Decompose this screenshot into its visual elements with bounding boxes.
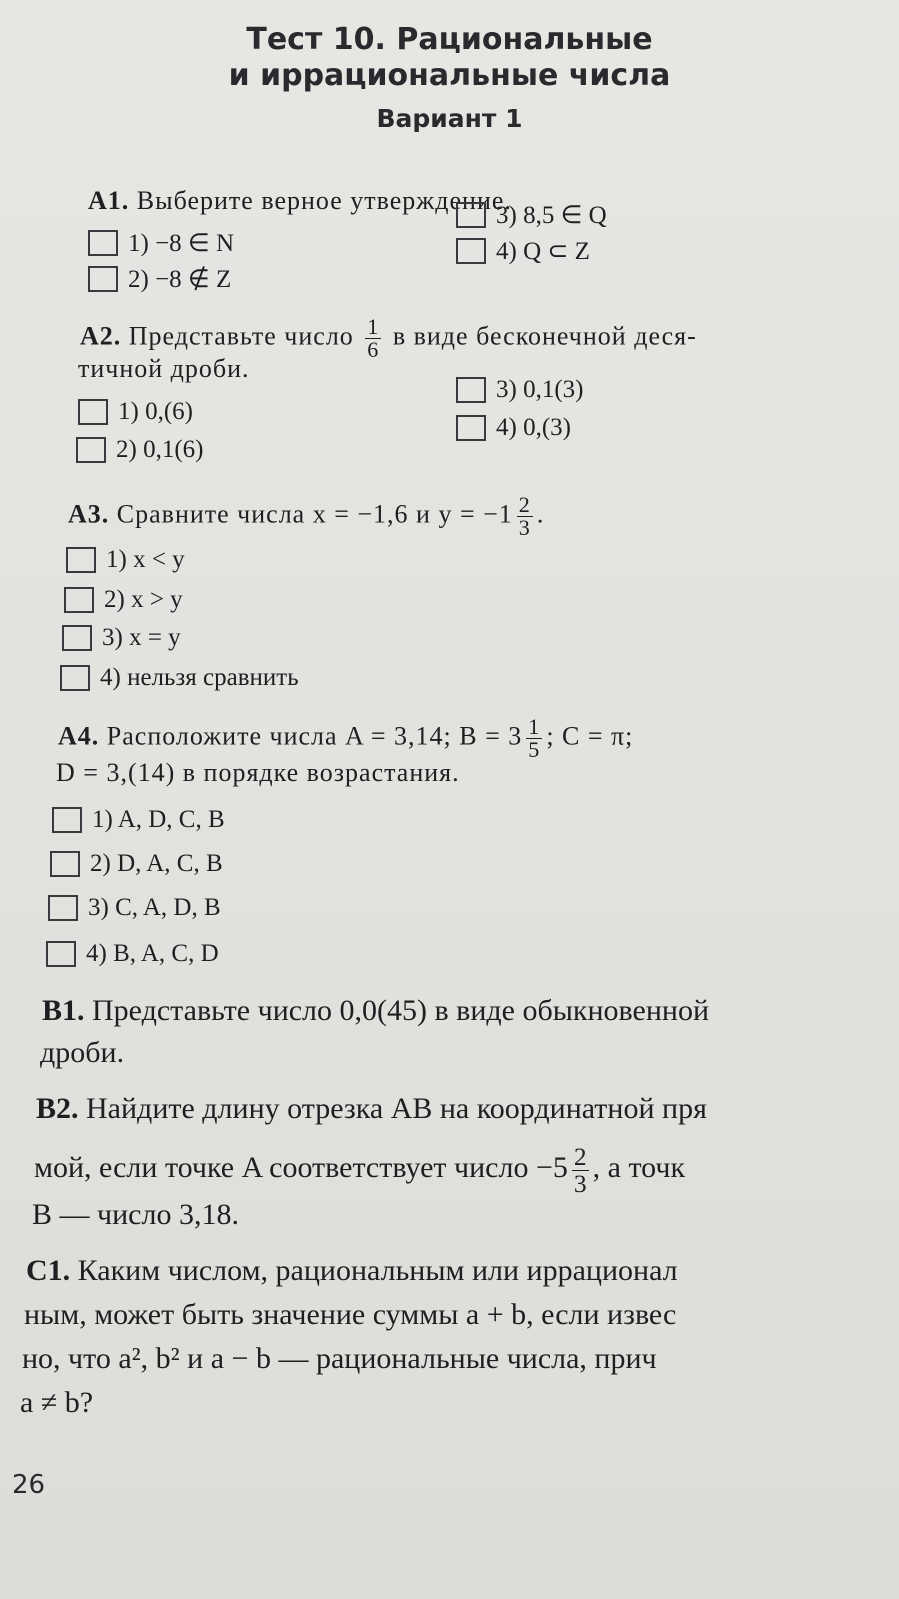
- question-a1: [88, 186, 512, 216]
- answer-option-text: 2) 0,1(6): [116, 436, 204, 463]
- question-b1-line2: дроби.: [40, 1036, 125, 1069]
- question-a3: [68, 494, 544, 539]
- answer-option-text: 3) 0,1(3): [496, 376, 584, 403]
- question-c1-line4: a ≠ b?: [20, 1386, 94, 1419]
- fraction-denominator: 3: [573, 1168, 587, 1198]
- answer-option[interactable]: [456, 236, 590, 266]
- answer-option[interactable]: [78, 398, 193, 426]
- page-number: 26: [12, 1470, 46, 1500]
- question-text: .: [536, 499, 545, 529]
- answer-option[interactable]: [76, 436, 203, 464]
- answer-option[interactable]: [48, 894, 221, 922]
- question-b2: [36, 1092, 707, 1126]
- fraction: [526, 716, 542, 761]
- answer-option-text: 1) A, D, C, B: [92, 806, 225, 833]
- answer-option-text: 2) D, A, C, B: [90, 850, 223, 877]
- fraction-numerator: 1: [367, 314, 380, 339]
- question-b2-line2: [34, 1144, 685, 1196]
- test-title-line1: Тест 10. Рациональные: [246, 22, 653, 57]
- question-label: А1.: [88, 186, 130, 215]
- fraction: [572, 1144, 589, 1196]
- answer-option-text: 2) x > y: [104, 586, 183, 613]
- question-text: мой, если точке A соответствует число −5: [34, 1150, 568, 1184]
- answer-option[interactable]: [64, 586, 183, 614]
- answer-option-text: 2) −8 ∉ Z: [128, 266, 232, 293]
- variant-heading: Вариант 1: [376, 104, 523, 133]
- answer-checkbox[interactable]: [64, 587, 94, 613]
- answer-checkbox[interactable]: [456, 238, 486, 264]
- answer-checkbox[interactable]: [46, 941, 76, 967]
- question-label: С1.: [26, 1254, 71, 1287]
- answer-option-text: 3) 8,5 ∈ Q: [496, 202, 607, 229]
- answer-checkbox[interactable]: [456, 415, 486, 441]
- answer-option[interactable]: [88, 228, 234, 258]
- question-c1-line3: но, что a², b² и a − b — рациональные числа, прич: [22, 1342, 657, 1375]
- question-text: Расположите числа A = 3,14; B = 3: [106, 721, 523, 751]
- answer-option[interactable]: [456, 200, 607, 230]
- question-text: , а точк: [592, 1150, 686, 1184]
- answer-checkbox[interactable]: [456, 377, 486, 403]
- question-b2-line3: B — число 3,18.: [32, 1198, 239, 1231]
- answer-option[interactable]: [456, 376, 583, 404]
- answer-option[interactable]: [62, 624, 181, 652]
- question-b1: [42, 994, 709, 1028]
- answer-option-text: 4) нельзя сравнить: [100, 664, 299, 691]
- answer-checkbox[interactable]: [62, 625, 92, 651]
- fraction-numerator: 1: [528, 714, 541, 739]
- answer-checkbox[interactable]: [88, 230, 118, 256]
- answer-option[interactable]: [60, 664, 299, 692]
- question-c1: [26, 1254, 678, 1288]
- answer-option-text: 4) 0,(3): [496, 414, 571, 441]
- answer-checkbox[interactable]: [66, 547, 96, 573]
- answer-option-text: 3) x = y: [102, 624, 181, 651]
- question-text: ; C = π;: [546, 721, 634, 751]
- test-title-line2: и иррациональные числа: [228, 58, 671, 93]
- answer-option[interactable]: [456, 414, 571, 442]
- question-label: А3.: [68, 499, 110, 529]
- answer-checkbox[interactable]: [60, 665, 90, 691]
- answer-option-text: 3) C, A, D, B: [88, 894, 221, 921]
- fraction-numerator: 2: [518, 492, 531, 517]
- answer-option-text: 1) x < y: [106, 546, 185, 573]
- question-a2-line2: тичной дроби.: [78, 354, 250, 383]
- question-text: Сравните числа x = −1,6 и y = −1: [116, 499, 513, 529]
- answer-option[interactable]: [52, 806, 225, 834]
- question-label: В2.: [36, 1092, 79, 1125]
- answer-option[interactable]: [46, 940, 219, 968]
- fraction-numerator: 2: [573, 1142, 587, 1171]
- question-text: Представьте число: [128, 321, 354, 351]
- answer-option-text: 4) Q ⊂ Z: [496, 238, 590, 265]
- answer-option[interactable]: [50, 850, 223, 878]
- answer-checkbox[interactable]: [78, 399, 108, 425]
- answer-checkbox[interactable]: [76, 437, 106, 463]
- question-text: Выберите верное утверждение.: [136, 186, 512, 215]
- question-text: в виде бесконечной деся-: [392, 321, 697, 351]
- question-c1-line2: ным, может быть значение суммы a + b, если извес: [24, 1298, 677, 1331]
- answer-option[interactable]: [66, 546, 185, 574]
- fraction: [517, 494, 533, 539]
- question-label: А2.: [80, 321, 122, 351]
- answer-option-text: 1) −8 ∈ N: [128, 230, 235, 257]
- answer-checkbox[interactable]: [88, 266, 118, 292]
- fraction: [365, 316, 381, 361]
- fraction-denominator: 5: [528, 737, 541, 763]
- answer-checkbox[interactable]: [456, 202, 486, 228]
- answer-checkbox[interactable]: [52, 807, 82, 833]
- answer-checkbox[interactable]: [50, 851, 80, 877]
- question-text: Представьте число 0,0(45) в виде обыкновенной: [92, 994, 709, 1027]
- answer-option[interactable]: [88, 264, 231, 294]
- answer-option-text: 4) B, A, C, D: [86, 940, 219, 967]
- question-text: Каким числом, рациональным или иррационал: [77, 1254, 678, 1287]
- question-a4: [58, 716, 633, 761]
- fraction-denominator: 3: [518, 515, 531, 541]
- question-label: А4.: [58, 721, 100, 751]
- question-label: В1.: [42, 994, 85, 1027]
- answer-option-text: 1) 0,(6): [118, 398, 193, 425]
- question-a4-line2: D = 3,(14) в порядке возрастания.: [56, 758, 460, 787]
- answer-checkbox[interactable]: [48, 895, 78, 921]
- fraction-denominator: 6: [367, 337, 380, 363]
- question-text: Найдите длину отрезка AB на координатной пря: [86, 1092, 707, 1125]
